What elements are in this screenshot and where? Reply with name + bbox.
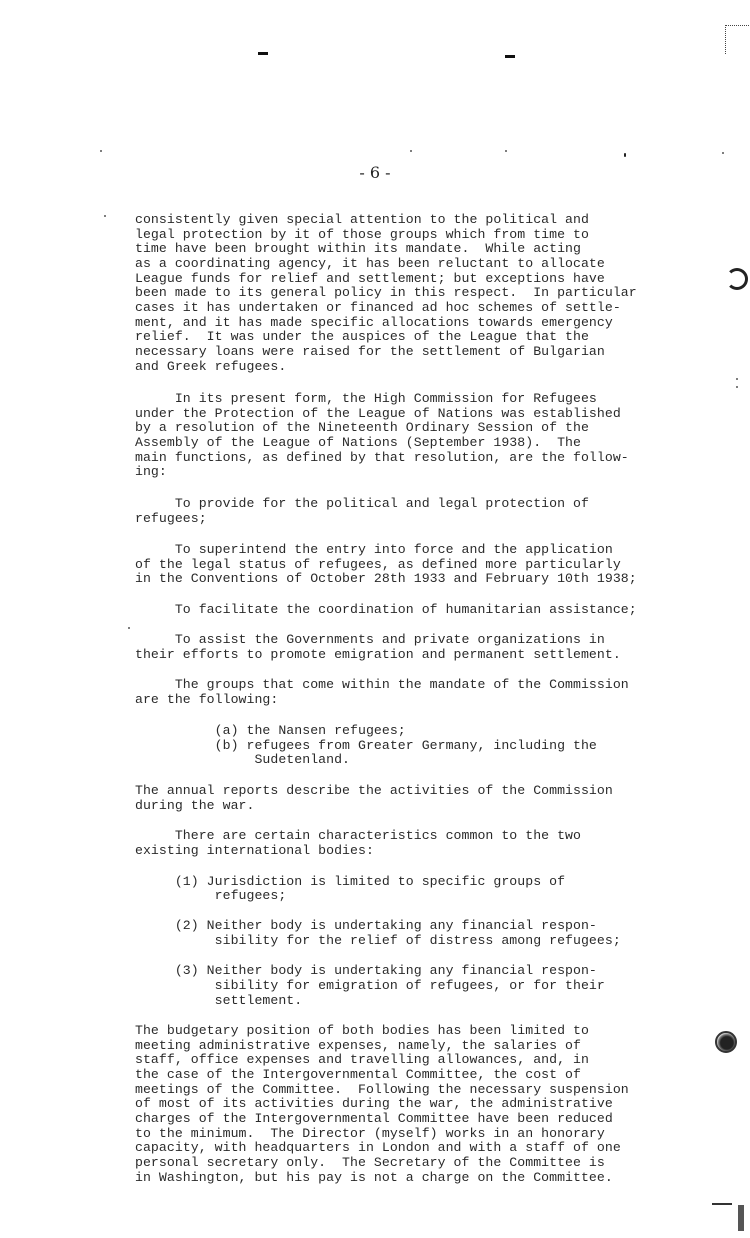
text-line: cases it has undertaken or financed ad hoc schemes of settle- (135, 300, 621, 315)
scan-dot (736, 378, 738, 380)
text-line: To facilitate the coordination of humanitarian assistance; (135, 602, 637, 617)
scan-mark (712, 1203, 732, 1205)
text-line: In its present form, the High Commission for Refugees (135, 391, 597, 406)
text-line: refugees; (135, 511, 207, 526)
text-line: legal protection by it of those groups which from time to (135, 227, 589, 242)
punch-hole (726, 268, 748, 290)
text-line: the case of the Intergovernmental Committee, the cost of (135, 1067, 581, 1082)
text-line: of most of its activities during the war, the administrative (135, 1096, 613, 1111)
list-item: sibility for the relief of distress among refugees; (135, 933, 621, 948)
text-line: charges of the Intergovernmental Committee have been reduced (135, 1111, 613, 1126)
scan-dot (505, 150, 507, 152)
list-item: (b) refugees from Greater Germany, including the (135, 738, 597, 753)
text-line: necessary loans were raised for the settlement of Bulgarian (135, 344, 605, 359)
page-number: - 6 - (359, 163, 391, 182)
list-item: (2) Neither body is undertaking any financial respon- (135, 918, 597, 933)
scan-dot (722, 152, 724, 154)
text-line: been made to its general policy in this respect. In particular (135, 285, 637, 300)
list-item: sibility for emigration of refugees, or for their (135, 978, 605, 993)
scan-dot (104, 215, 106, 217)
text-line: To provide for the political and legal protection of (135, 496, 589, 511)
text-line: main functions, as defined by that resolution, are the follow- (135, 450, 629, 465)
text-line: The budgetary position of both bodies has been limited to (135, 1023, 589, 1038)
text-line: are the following: (135, 692, 279, 707)
text-line: capacity, with headquarters in London and with a staff of one (135, 1140, 621, 1155)
scan-mark (738, 1205, 744, 1231)
text-line: meeting administrative expenses, namely, the salaries of (135, 1038, 581, 1053)
list-item: refugees; (135, 888, 287, 903)
text-line: of the legal status of refugees, as defined more particularly (135, 557, 621, 572)
page-corner-mark (725, 25, 750, 54)
scan-dot (736, 386, 738, 388)
text-line: staff, office expenses and travelling allowances, and, in (135, 1052, 589, 1067)
text-line: in the Conventions of October 28th 1933 and February 10th 1938; (135, 571, 637, 586)
text-line: under the Protection of the League of Nations was established (135, 406, 621, 421)
scan-dot (100, 150, 102, 152)
text-line: consistently given special attention to the political and (135, 212, 589, 227)
text-line: during the war. (135, 798, 255, 813)
text-line: and Greek refugees. (135, 359, 287, 374)
text-line: To superintend the entry into force and the application (135, 542, 613, 557)
text-line: There are certain characteristics common to the two (135, 828, 581, 843)
punch-hole (715, 1031, 737, 1053)
text-line: ment, and it has made specific allocations towards emergency (135, 315, 613, 330)
scan-dot (624, 153, 626, 157)
text-line: by a resolution of the Nineteenth Ordinary Session of the (135, 420, 589, 435)
text-line: The groups that come within the mandate of the Commission (135, 677, 629, 692)
text-line: relief. It was under the auspices of the League that the (135, 329, 589, 344)
list-item: (1) Jurisdiction is limited to specific groups of (135, 874, 566, 889)
list-item: settlement. (135, 993, 303, 1008)
list-item: Sudetenland. (135, 752, 351, 767)
text-line: The annual reports describe the activities of the Commission (135, 783, 613, 798)
text-line: to the minimum. The Director (myself) works in an honorary (135, 1126, 605, 1141)
scan-dot (128, 627, 130, 629)
list-item: (a) the Nansen refugees; (135, 723, 406, 738)
text-line: League funds for relief and settlement; but exceptions have (135, 271, 605, 286)
scan-dot (410, 150, 412, 152)
text-line: as a coordinating agency, it has been reluctant to allocate (135, 256, 605, 271)
scan-mark (505, 55, 515, 58)
text-line: in Washington, but his pay is not a charge on the Committee. (135, 1170, 613, 1185)
scan-mark (258, 52, 268, 55)
text-line: their efforts to promote emigration and permanent settlement. (135, 647, 621, 662)
text-line: Assembly of the League of Nations (September 1938). The (135, 435, 581, 450)
text-line: To assist the Governments and private organizations in (135, 632, 605, 647)
text-line: time have been brought within its mandate. While acting (135, 241, 581, 256)
text-line: existing international bodies: (135, 843, 374, 858)
text-line: personal secretary only. The Secretary of the Committee is (135, 1155, 605, 1170)
text-line: ing: (135, 464, 167, 479)
text-line: meetings of the Committee. Following the necessary suspension (135, 1082, 629, 1097)
list-item: (3) Neither body is undertaking any financial respon- (135, 963, 597, 978)
